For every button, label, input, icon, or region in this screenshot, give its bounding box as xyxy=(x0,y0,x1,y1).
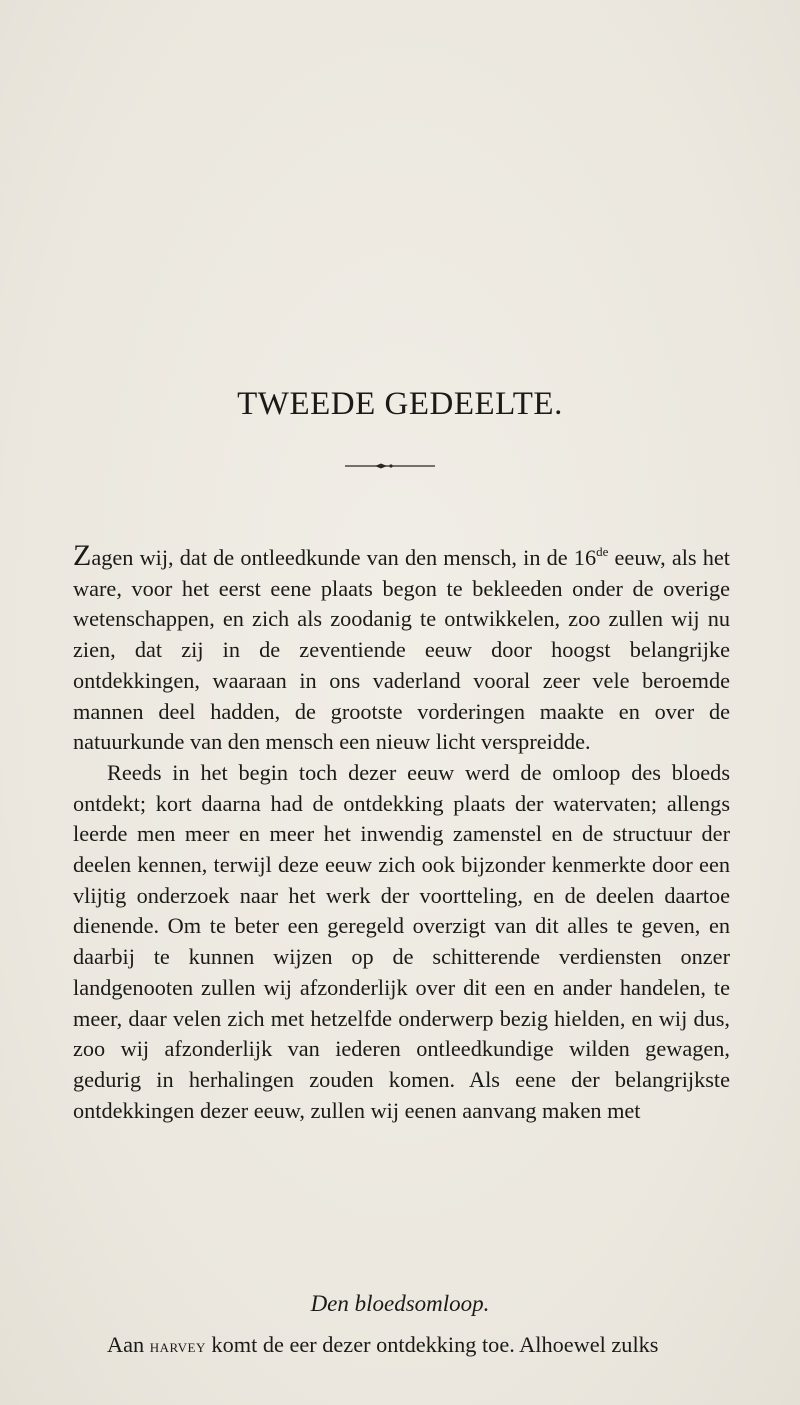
paragraph-3-first-line xyxy=(107,1330,732,1362)
dropcap-letter: Z xyxy=(73,539,92,572)
paragraph-1-text-end: eeuw, als het ware, voor het eerst eene plaats begon te bekleeden onder de overige wetenschappen, en zich als zoodanig te ontwikkelen, zoo zullen wij nu zien, dat zij in de zeventiende eeuw door hoogst belangrijke ontdekkingen, waaraan in ons vaderland vooral zeer vele beroemde mannen deel hadden, de grootste vorderingen maakte en over de natuurkunde van den mensch een nieuw licht verspreidde. xyxy=(73,545,730,755)
paragraph-1-text-start: agen wij, dat de ontleedkunde van den mensch, in de 16 xyxy=(91,545,597,570)
section-heading: Den bloedsomloop. xyxy=(310,1291,490,1316)
body-text xyxy=(73,541,730,1126)
ordinal-superscript: de xyxy=(596,544,609,559)
last-line-end: komt de eer dezer ontdekking toe. Alhoewel zulks xyxy=(205,1332,659,1357)
author-name-harvey: harvey xyxy=(149,1336,206,1357)
title-ornament-rule xyxy=(345,462,435,470)
last-line-start: Aan xyxy=(107,1332,150,1357)
page-title: TWEEDE GEDEELTE. xyxy=(237,386,563,423)
paragraph-2: Reeds in het begin toch dezer eeuw werd de omloop des bloeds ontdekt; kort daarna had de ontdekking plaats der watervaten; allengs leerde men meer en meer het inwendig zamenstel en de structuur der deelen kennen, terwijl deze eeuw zich ook bijzonder kenmerkte door een vlijtig onderzoek naar het werk der voortteling, en de deelen daartoe dienende. Om te beter een geregeld overzigt van dit alles te geven, en daarbij te kunnen wijzen op de schitterende verdiensten onzer landgenooten zullen wij afzonderlijk over dit een en ander handelen, te meer, daar velen zich met hetzelfde onderwerp bezig hielden, en wij dus, zoo wij afzonderlijk van iederen ontleedkundige wilden gewagen, gedurig in herhalingen zouden komen. Als eene der belangrijkste ontdekkingen dezer eeuw, zullen wij eenen aanvang maken met xyxy=(73,759,730,1123)
paragraph-1 xyxy=(73,541,730,758)
